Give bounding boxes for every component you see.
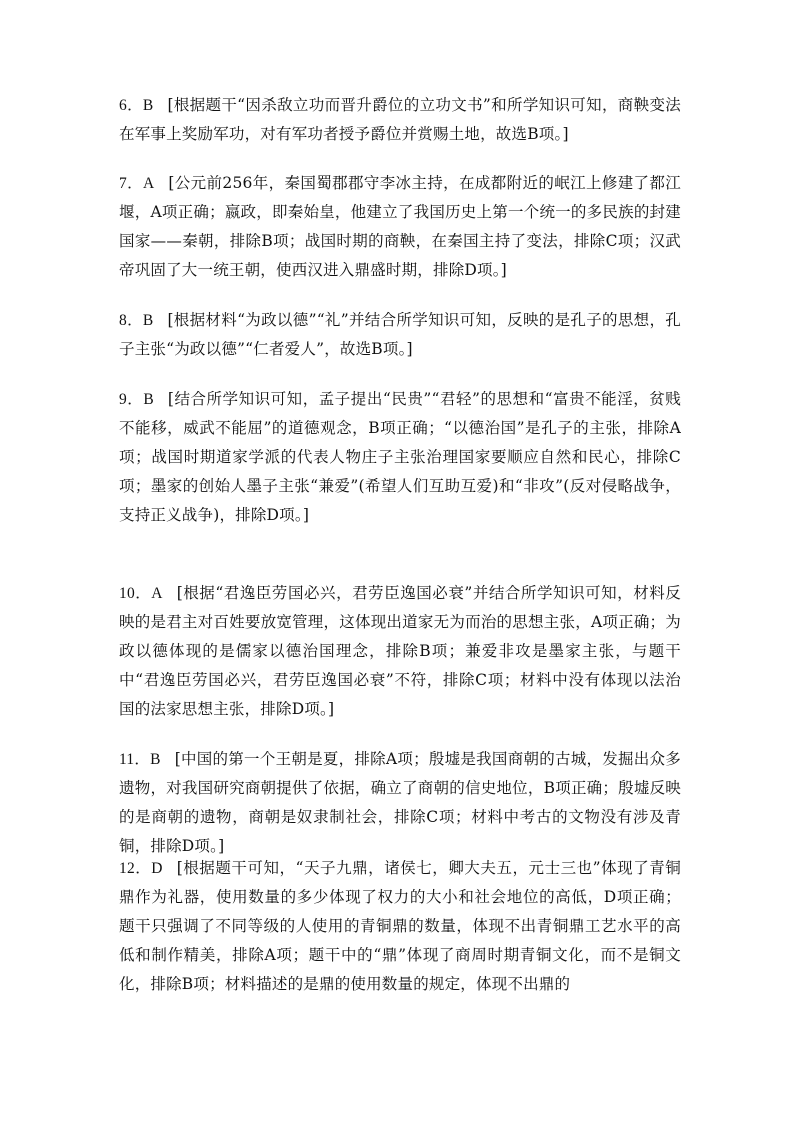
question-number: 8． <box>119 312 143 329</box>
answer-item-11 <box>119 745 681 861</box>
answer-explanation: [根据题干可知，“天子九鼎，诸侯七，卿大夫五，元士三也”体现了青铜鼎作为礼器，使用数量的多少体现了权力的大小和社会地位的高低，D项正确；题干只强调了不同等级的人使用的青铜鼎的数量，体现不出青铜鼎工艺水平的高低和制作精美，排除A项；题干中的“鼎”体现了商周时期青铜文化，而不是铜文化，排除B项；材料描述的是鼎的使用数量的规定，体现不出鼎的 <box>119 859 681 993</box>
answer-explanation: [中国的第一个王朝是夏，排除A项；殷墟是我国商朝的古城，发掘出众多遗物，对我国研究商朝提供了依据，确立了商朝的信史地位，B项正确；殷墟反映的是商朝的遗物，商朝是奴隶制社会，排除C项；材料中考古的文物没有涉及青铜，排除D项。] <box>119 750 682 855</box>
question-number: 6． <box>119 97 143 114</box>
answer-choice: B <box>143 391 154 408</box>
question-number: 12． <box>119 860 152 877</box>
answer-item-7 <box>119 169 681 285</box>
answer-choice: B <box>142 312 154 329</box>
answer-choice: A <box>142 175 155 192</box>
question-number: 7． <box>119 175 143 192</box>
answer-explanation: [公元前256年，秦国蜀郡郡守李冰主持，在成都附近的岷江上修建了都江堰，A项正确；嬴政，即秦始皇，他建立了我国历史上第一个统一的多民族的封建国家——秦朝，排除B项；战国时期的商鞅，在秦国主持了变法，排除C项；汉武帝巩固了大一统王朝，使西汉进入鼎盛时期，排除D项。] <box>119 174 681 279</box>
answer-choice: B <box>142 97 154 114</box>
answer-explanation: [根据材料“为政以德”“礼”并结合所学知识可知，反映的是孔子的思想，孔子主张“为政以德”“仁者爱人”，故选B项。] <box>119 311 681 358</box>
question-number: 11． <box>119 751 151 768</box>
answer-item-12 <box>119 854 681 999</box>
question-number: 10． <box>119 585 152 602</box>
answer-explanation: [根据题干“因杀敌立功而晋升爵位的立功文书”和所学知识可知，商鞅变法在军事上奖励军功，对有军功者授予爵位并赏赐土地，故选B项。] <box>119 96 681 143</box>
answer-explanation: [根据“君逸臣劳国必兴，君劳臣逸国必衰”并结合所学知识可知，材料反映的是君主对百姓要放宽管理，这体现出道家无为而治的思想主张，A项正确；为政以德体现的是儒家以德治国理念，排除B项；兼爱非攻是墨家主张，与题干中“君逸臣劳国必兴，君劳臣逸国必衰”不符，排除C项；材料中没有体现以法治国的法家思想主张，排除D项。] <box>119 584 681 718</box>
answer-item-9 <box>119 385 681 530</box>
answer-explanation: [结合所学知识可知，孟子提出“民贵”“君轻”的思想和“富贵不能淫，贫贱不能移，威武不能屈”的道德观念，B项正确；“以德治国”是孔子的主张，排除A项；战国时期道家学派的代表人物庄子主张治理国家要顺应自然和民心，排除C项；墨家的创始人墨子主张“兼爱”(希望人们互助互爱)和“非攻”(反对侵略战争，支持正义战争)，排除D项。] <box>119 390 682 524</box>
answer-choice: D <box>151 860 163 877</box>
question-number: 9． <box>119 391 144 408</box>
answer-choice: B <box>150 751 161 768</box>
answer-item-10 <box>119 579 681 724</box>
answer-choice: A <box>151 585 163 602</box>
answer-item-6 <box>119 91 681 149</box>
answer-item-8 <box>119 306 681 364</box>
